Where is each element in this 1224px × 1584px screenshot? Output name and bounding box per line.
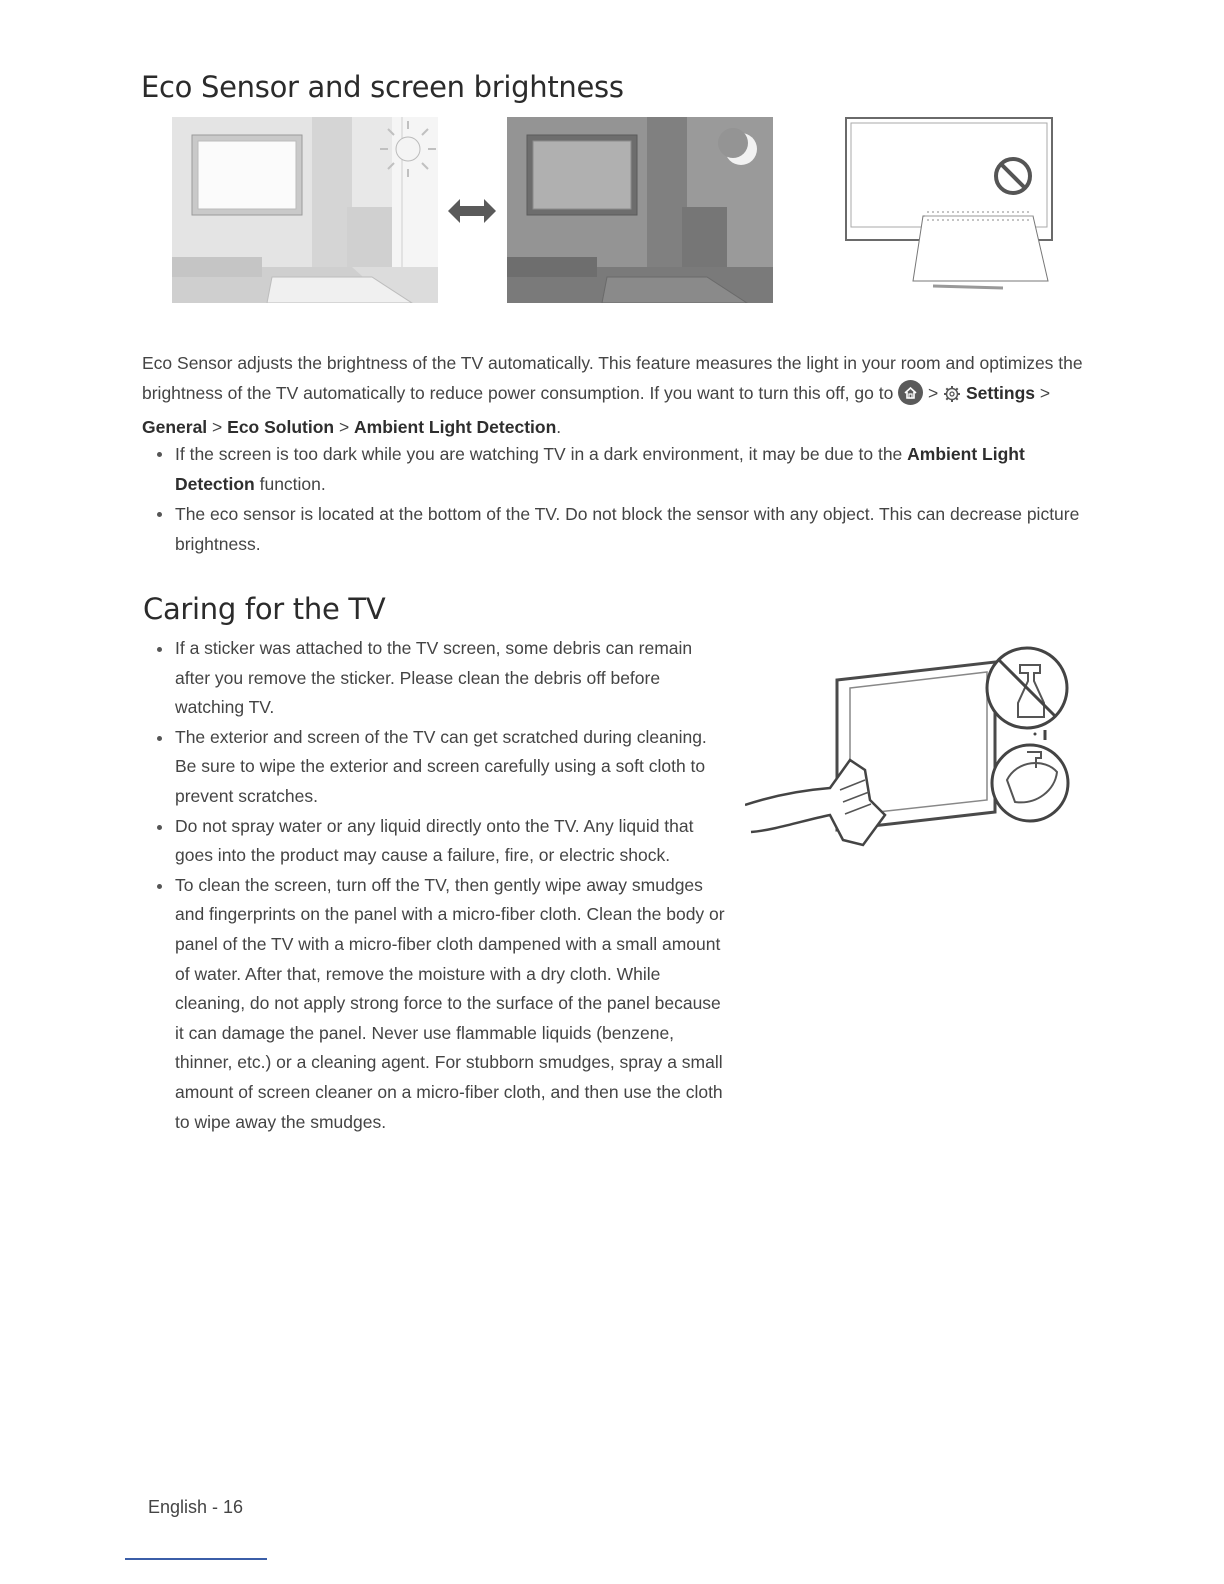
dark-room-illustration [507, 117, 773, 303]
bright-room-illustration [172, 117, 438, 303]
sentence-end: . [556, 417, 562, 437]
menu-path-eco-solution: Eco Solution [227, 417, 335, 437]
caring-instructions [142, 634, 732, 1137]
sensor-block-illustration [843, 116, 1055, 296]
footer-divider [125, 1558, 267, 1560]
eco-description-text: Eco Sensor adjusts the brightness of the TV automatically. This feature measures the light in your room and optimizes the brightness of the TV automatically to reduce power consumption. If you want to turn this off, go to [142, 353, 1083, 403]
menu-path-ambient-light-detection: Ambient Light Detection [354, 417, 557, 437]
list-item: The exterior and screen of the TV can get scratched during cleaning. Be sure to wipe the exterior and screen carefully using a soft cloth to prevent scratches. [142, 723, 732, 812]
spray-cloth-icon [992, 745, 1068, 821]
section-title-eco-sensor: Eco Sensor and screen brightness [141, 70, 624, 104]
list-item [142, 439, 1087, 499]
eco-sensor-description [142, 348, 1087, 442]
note-bold-term: Ambient Light Detection [175, 444, 1025, 494]
menu-path-general: General [142, 417, 208, 437]
list-item: Do not spray water or any liquid directly onto the TV. Any liquid that goes into the product may cause a failure, fire, or electric shock. [142, 812, 732, 871]
home-icon [898, 380, 923, 405]
section-title-caring: Caring for the TV [143, 592, 386, 626]
path-separator: > [207, 417, 228, 437]
cleaning-illustration [745, 640, 1075, 855]
list-item: The eco sensor is located at the bottom of the TV. Do not block the sensor with any object. This can decrease picture brightness. [142, 499, 1087, 559]
menu-path-settings: Settings [966, 383, 1036, 403]
path-separator: > [334, 417, 355, 437]
gear-icon [943, 382, 961, 412]
double-arrow-icon [448, 196, 496, 226]
note-text: function. [254, 474, 326, 494]
no-spray-icon [987, 648, 1067, 728]
eco-sensor-notes [142, 439, 1087, 559]
page-number: English - 16 [148, 1497, 244, 1517]
list-item: To clean the screen, turn off the TV, then gently wipe away smudges and fingerprints on the panel with a micro-fiber cloth. Clean the body or panel of the TV with a micro-fiber cloth dampened with a small amount of water. After that, remove the moisture with a dry cloth. While cleaning, do not apply strong force to the surface of the panel because it can damage the panel. Never use flammable liquids (benzene, thinner, etc.) or a cleaning agent. For stubborn smudges, spray a small amount of screen cleaner on a micro-fiber cloth, and then use the cloth to wipe away the smudges. [142, 871, 732, 1137]
path-separator: > [923, 383, 944, 403]
list-item: If a sticker was attached to the TV screen, some debris can remain after you remove the sticker. Please clean the debris off before watching TV. [142, 634, 732, 723]
path-separator: > [1035, 383, 1051, 403]
note-text: If the screen is too dark while you are watching TV in a dark environment, it may be due to the [175, 444, 908, 464]
